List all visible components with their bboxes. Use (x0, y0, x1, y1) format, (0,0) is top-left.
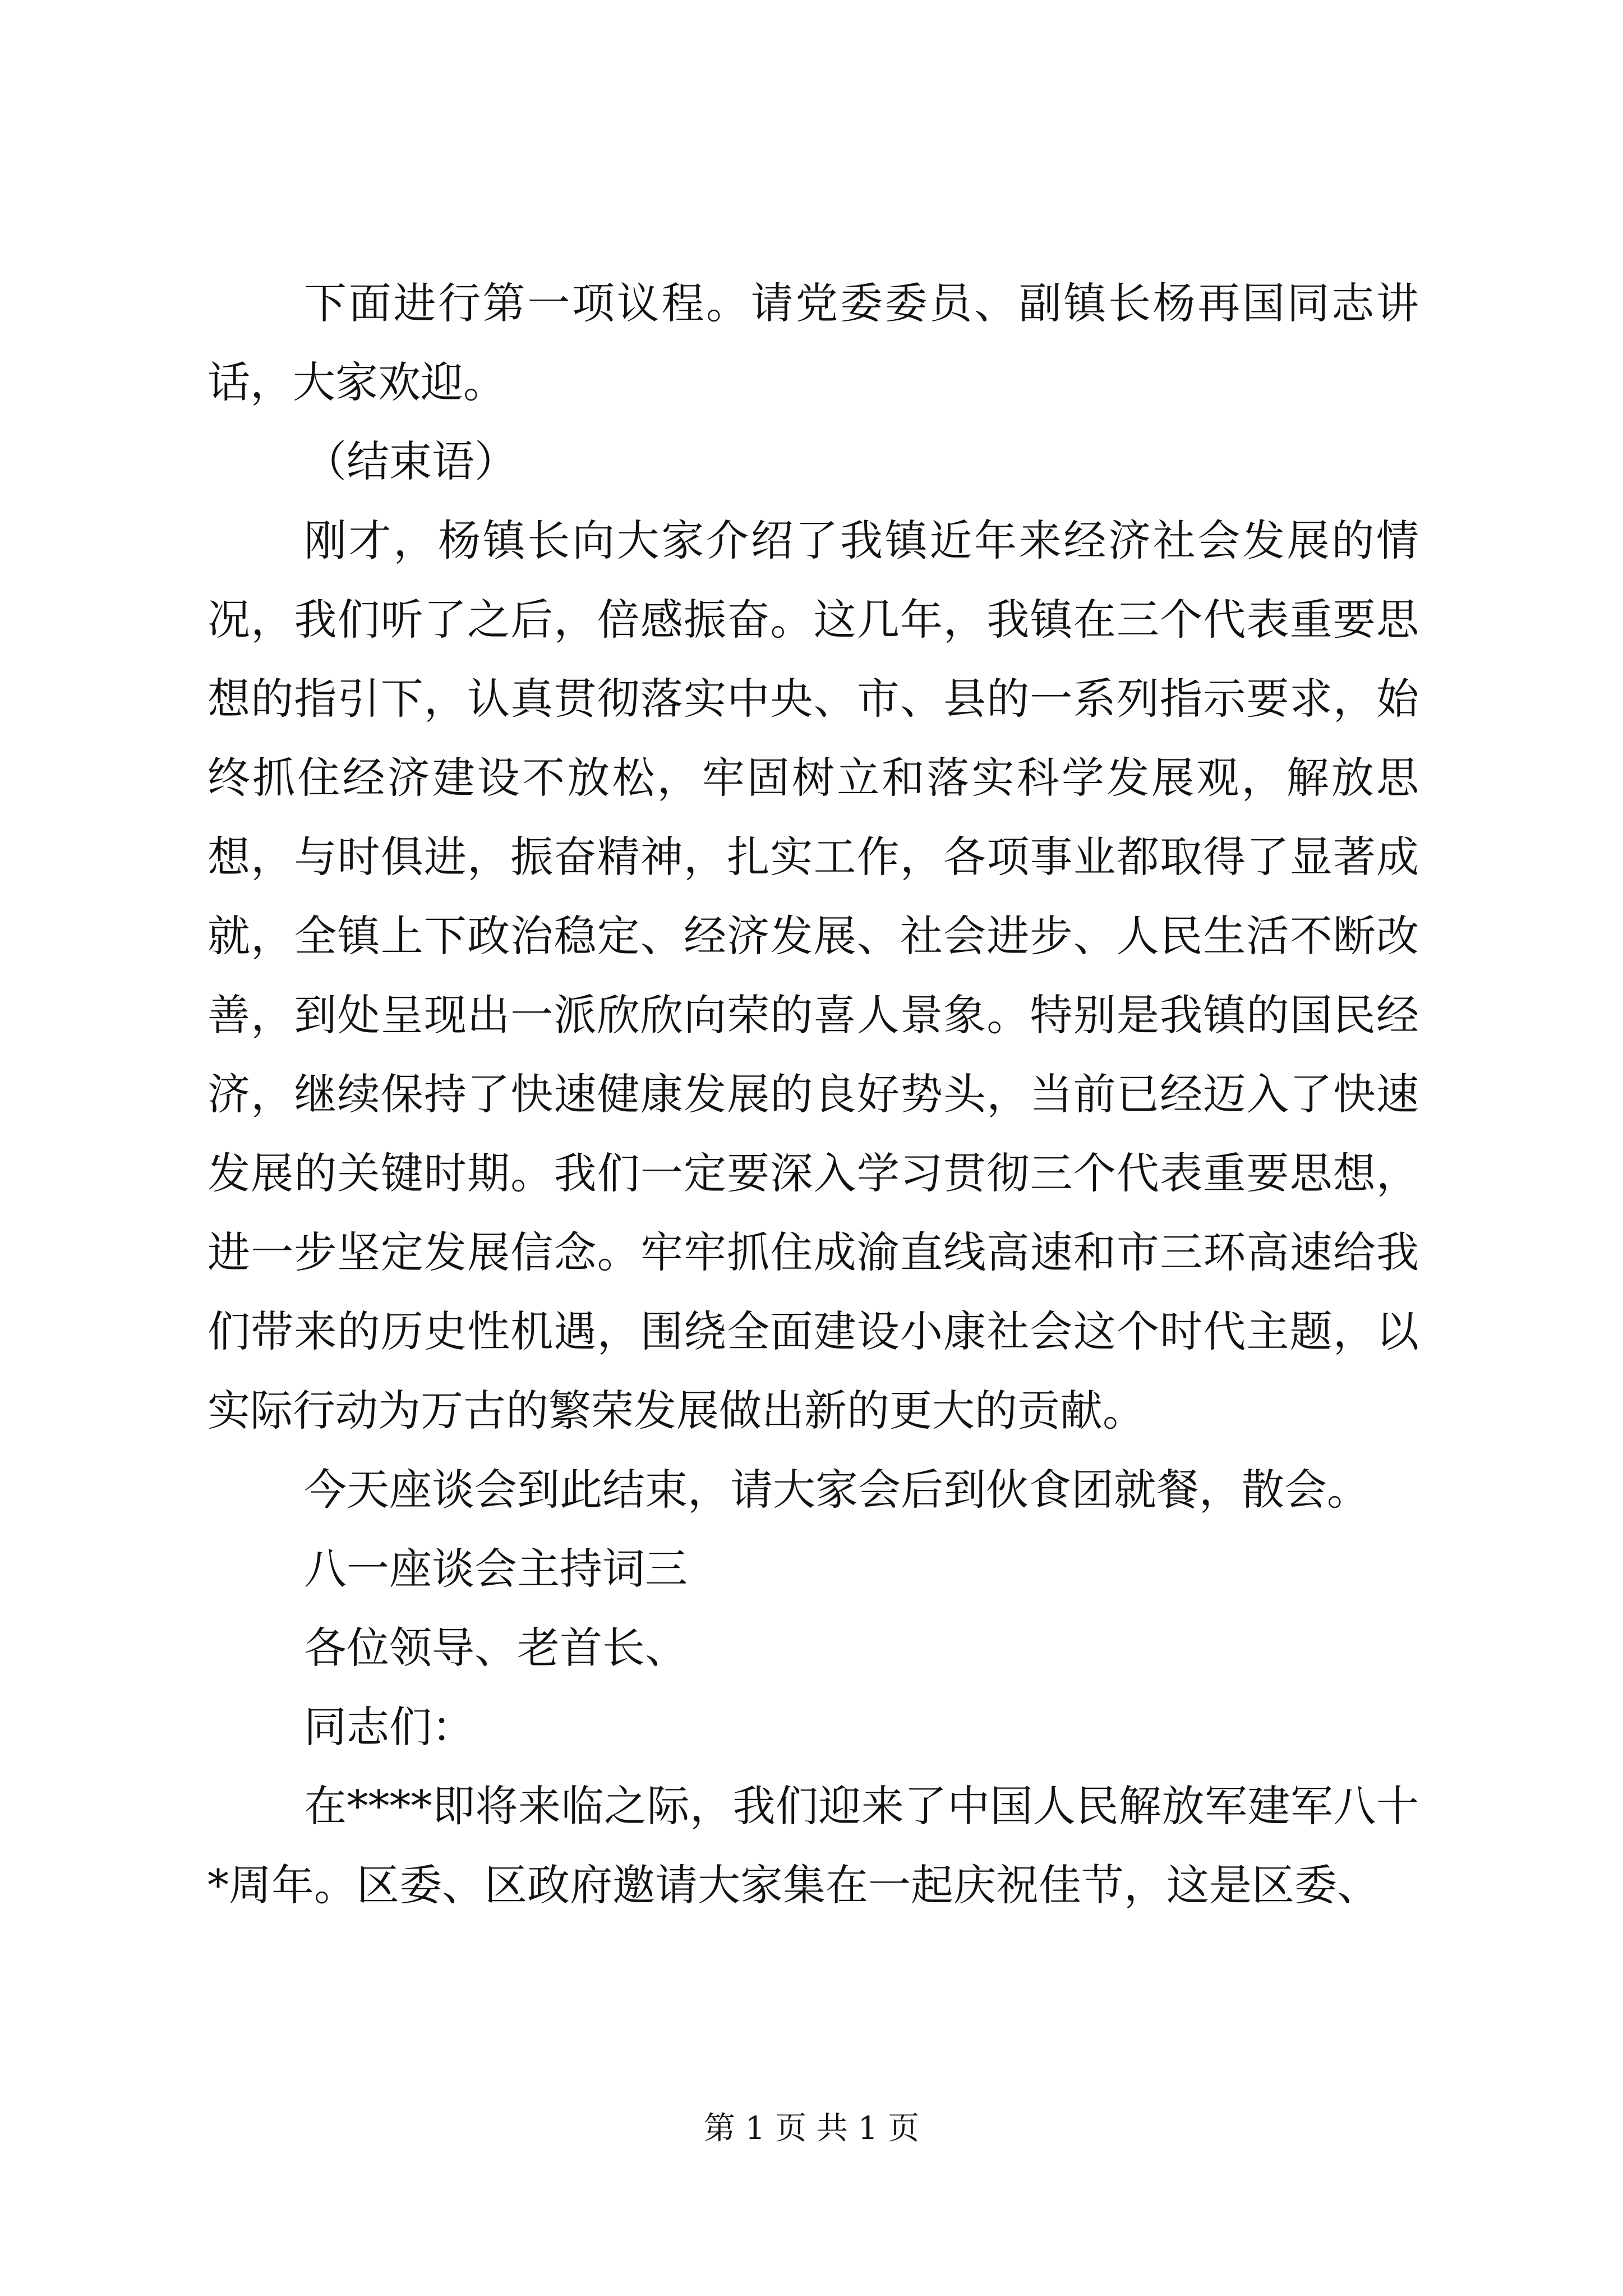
document-body (208, 264, 1419, 1925)
salutation-comrades: 同志们： (304, 1702, 474, 1752)
salutation-leaders: 各位领导、老首长、 (304, 1623, 688, 1673)
section-title: 八一座谈会主持词三 (304, 1544, 688, 1594)
paragraph-agenda: 下面进行第一项议程。请党委委员、副镇长杨再国同志讲话，大家欢迎。 (208, 278, 1419, 407)
paragraph-adjourn: 今天座谈会到此结束，请大家会后到伙食团就餐，散会。 (304, 1465, 1370, 1515)
paragraph-opening: 在****即将来临之际，我们迎来了中国人民解放军建军八十*周年。区委、区政府邀请大家集在一起庆祝佳节，这是区委、 (208, 1781, 1419, 1910)
paragraph-closing-remarks: 刚才，杨镇长向大家介绍了我镇近年来经济社会发展的情况，我们听了之后，倍感振奋。这几年，我镇在三个代表重要思想的指引下，认真贯彻落实中央、市、县的一系列指示要求，始终抓住经济建设不放松，牢固树立和落实科学发展观，解放思想，与时俱进，振奋精神，扎实工作，各项事业都取得了显著成就，全镇上下政治稳定、经济发展、社会进步、人民生活不断改善，到处呈现出一派欣欣向荣的喜人景象。特别是我镇的国民经济，继续保持了快速健康发展的良好势头，当前已经迈入了快速发展的关键时期。我们一定要深入学习贯彻三个代表重要思想，进一步坚定发展信念。牢牢抓住成渝直线高速和市三环高速给我们带来的历史性机遇，围绕全面建设小康社会这个时代主题，以实际行动为万古的繁荣发展做出新的更大的贡献。 (208, 516, 1419, 1435)
paragraph-closing-heading: （结束语） (304, 436, 517, 486)
page-footer: 第 1 页 共 1 页 (703, 2110, 920, 2147)
